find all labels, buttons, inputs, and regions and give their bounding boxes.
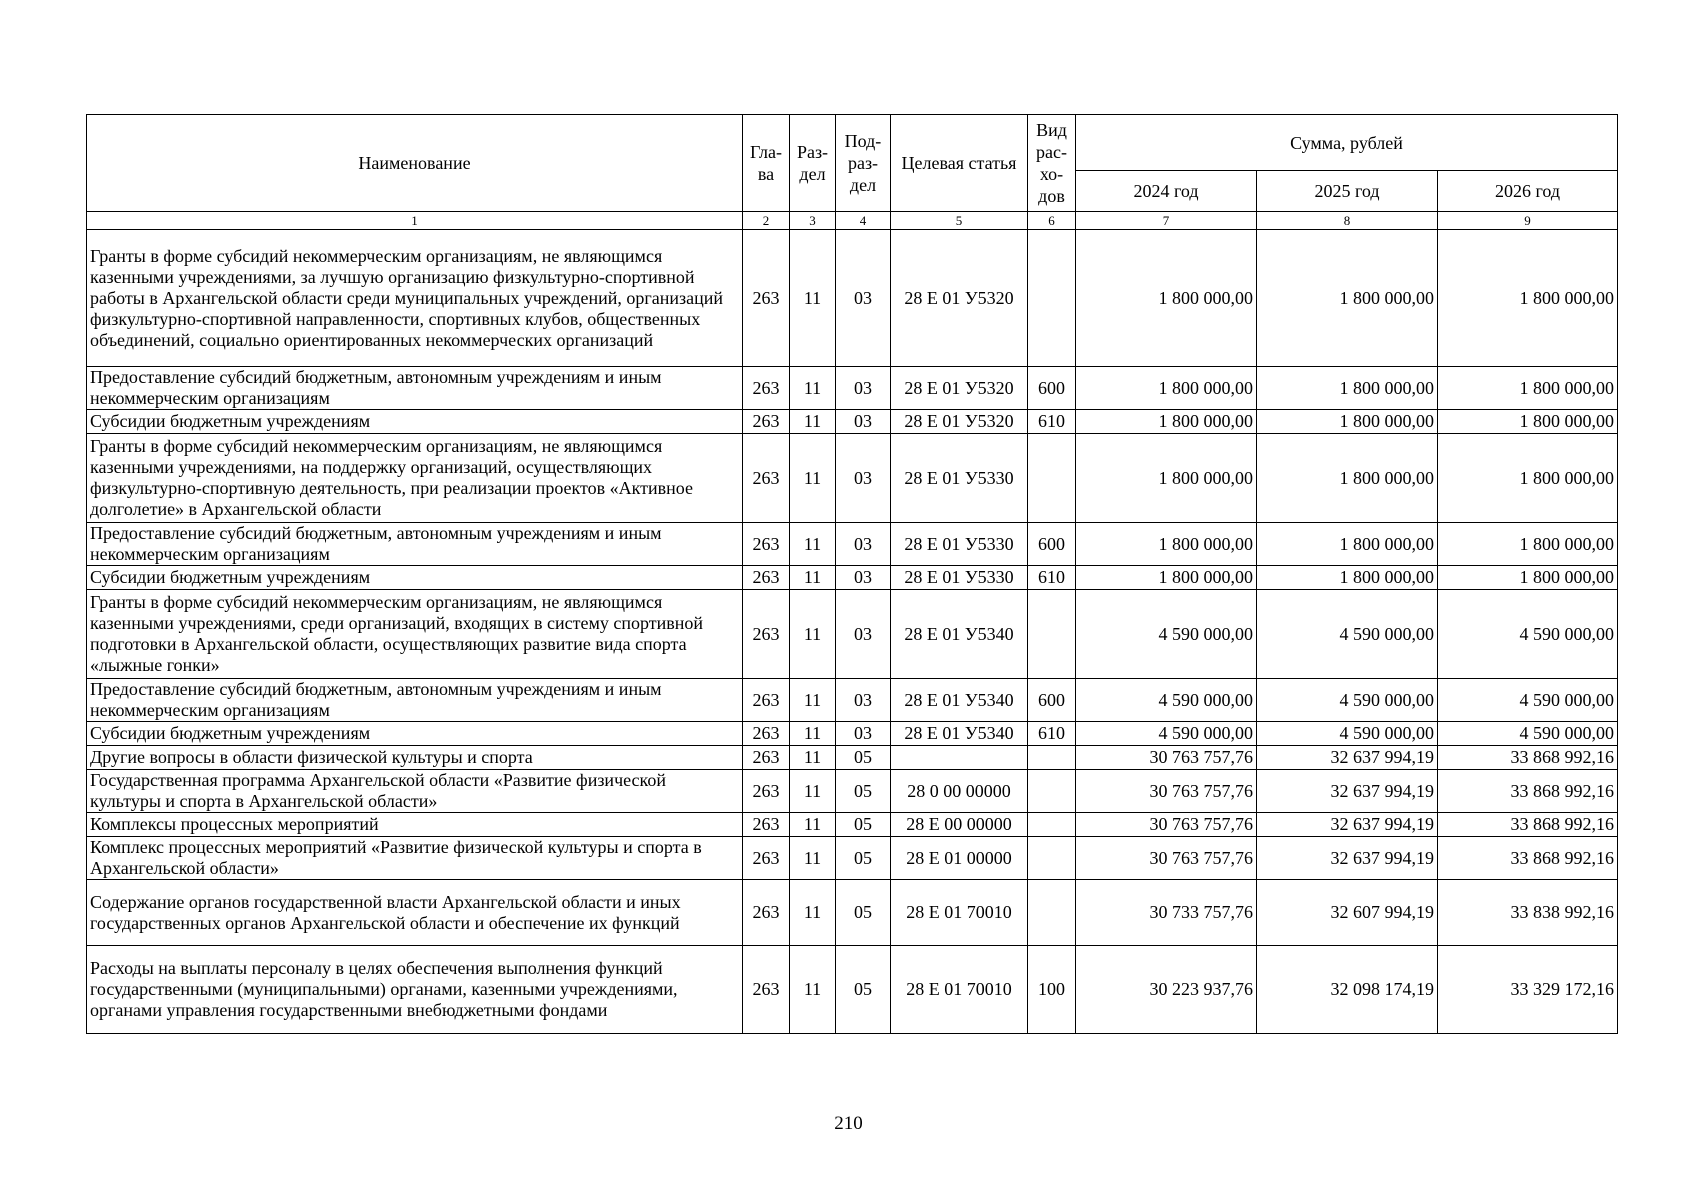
row-glava-cell: 263 [743, 746, 790, 770]
row-razdel-cell: 11 [790, 566, 836, 590]
row-vid-cell [1028, 434, 1076, 523]
table-row [87, 722, 1618, 746]
row-vid-cell: 600 [1028, 367, 1076, 410]
table-row [87, 434, 1618, 523]
row-razdel-cell: 11 [790, 722, 836, 746]
page-number: 210 [834, 1113, 863, 1134]
row-vid-cell [1028, 746, 1076, 770]
row-razdel-cell: 11 [790, 679, 836, 722]
row-name-cell: Гранты в форме субсидий некоммерческим организациям, не являющимся казенными учреждениями, за лучшую организацию физкультурно-спортивной работы в Архангельской области среди муниципальных учреждений, организаций физкультурно-спортивной направленности, спортивных клубов, общественных объединений, социально ориентированных некоммерческих организаций [87, 230, 743, 367]
table-row [87, 746, 1618, 770]
row-razdel-cell: 11 [790, 880, 836, 946]
budget-sheet [86, 114, 1617, 1034]
row-celevaya-cell: 28 Е 01 У5340 [891, 590, 1028, 679]
row-2024-cell: 1 800 000,00 [1076, 230, 1257, 367]
row-glava-cell: 263 [743, 230, 790, 367]
table-row [87, 367, 1618, 410]
row-2026-cell: 4 590 000,00 [1438, 590, 1618, 679]
table-row [87, 523, 1618, 566]
header-glava: Гла- ва [743, 115, 790, 212]
row-vid-cell: 600 [1028, 679, 1076, 722]
row-2026-cell: 33 838 992,16 [1438, 880, 1618, 946]
table-row [87, 590, 1618, 679]
row-glava-cell: 263 [743, 946, 790, 1034]
row-2024-cell: 30 763 757,76 [1076, 770, 1257, 813]
row-razdel-cell: 11 [790, 367, 836, 410]
row-celevaya-cell: 28 Е 01 00000 [891, 837, 1028, 880]
row-celevaya-cell: 28 Е 01 У5330 [891, 523, 1028, 566]
row-celevaya-cell: 28 Е 01 70010 [891, 880, 1028, 946]
row-podrazdel-cell: 05 [836, 946, 891, 1034]
row-2026-cell: 1 800 000,00 [1438, 434, 1618, 523]
row-2024-cell: 30 763 757,76 [1076, 837, 1257, 880]
row-vid-cell [1028, 230, 1076, 367]
row-razdel-cell: 11 [790, 770, 836, 813]
table-row [87, 813, 1618, 837]
row-vid-cell [1028, 837, 1076, 880]
table-row [87, 566, 1618, 590]
row-glava-cell: 263 [743, 523, 790, 566]
header-podrazdel: Под- раз- дел [836, 115, 891, 212]
row-glava-cell: 263 [743, 770, 790, 813]
row-name-cell: Гранты в форме субсидий некоммерческим организациям, не являющимся казенными учреждениями, на поддержку организаций, осуществляющих физкультурно-спортивную деятельность, при реализации проектов «Активное долголетие» в Архангельской области [87, 434, 743, 523]
table-row [87, 679, 1618, 722]
row-glava-cell: 263 [743, 722, 790, 746]
row-2025-cell: 32 607 994,19 [1257, 880, 1438, 946]
row-2025-cell: 1 800 000,00 [1257, 367, 1438, 410]
row-2026-cell: 4 590 000,00 [1438, 722, 1618, 746]
row-celevaya-cell: 28 Е 01 У5340 [891, 722, 1028, 746]
row-glava-cell: 263 [743, 410, 790, 434]
row-2024-cell: 1 800 000,00 [1076, 410, 1257, 434]
row-glava-cell: 263 [743, 837, 790, 880]
row-podrazdel-cell: 05 [836, 837, 891, 880]
row-2026-cell: 1 800 000,00 [1438, 230, 1618, 367]
column-number-cell: 1 [87, 212, 743, 230]
row-podrazdel-cell: 03 [836, 566, 891, 590]
row-2025-cell: 1 800 000,00 [1257, 410, 1438, 434]
row-glava-cell: 263 [743, 813, 790, 837]
row-celevaya-cell: 28 Е 01 У5330 [891, 566, 1028, 590]
row-glava-cell: 263 [743, 566, 790, 590]
row-vid-cell: 610 [1028, 566, 1076, 590]
row-vid-cell: 600 [1028, 523, 1076, 566]
row-name-cell: Субсидии бюджетным учреждениям [87, 410, 743, 434]
row-2026-cell: 33 329 172,16 [1438, 946, 1618, 1034]
row-2026-cell: 1 800 000,00 [1438, 367, 1618, 410]
row-name-cell: Гранты в форме субсидий некоммерческим организациям, не являющимся казенными учреждениями, среди организаций, входящих в систему спортивной подготовки в Архангельской области, осуществляющих развитие вида спорта «лыжные гонки» [87, 590, 743, 679]
row-podrazdel-cell: 03 [836, 523, 891, 566]
header-2024: 2024 год [1076, 171, 1257, 212]
row-celevaya-cell: 28 Е 00 00000 [891, 813, 1028, 837]
row-vid-cell [1028, 770, 1076, 813]
column-number-cell: 5 [891, 212, 1028, 230]
row-razdel-cell: 11 [790, 523, 836, 566]
row-glava-cell: 263 [743, 367, 790, 410]
row-name-cell: Другие вопросы в области физической культуры и спорта [87, 746, 743, 770]
row-podrazdel-cell: 05 [836, 770, 891, 813]
row-2025-cell: 4 590 000,00 [1257, 679, 1438, 722]
column-number-cell: 9 [1438, 212, 1618, 230]
table-row [87, 410, 1618, 434]
row-2025-cell: 4 590 000,00 [1257, 722, 1438, 746]
row-2026-cell: 4 590 000,00 [1438, 679, 1618, 722]
row-vid-cell [1028, 880, 1076, 946]
column-number-cell: 4 [836, 212, 891, 230]
row-razdel-cell: 11 [790, 230, 836, 367]
row-2024-cell: 1 800 000,00 [1076, 523, 1257, 566]
table-row [87, 946, 1618, 1034]
row-name-cell: Комплексы процессных мероприятий [87, 813, 743, 837]
row-vid-cell: 100 [1028, 946, 1076, 1034]
row-glava-cell: 263 [743, 590, 790, 679]
row-glava-cell: 263 [743, 434, 790, 523]
row-2025-cell: 1 800 000,00 [1257, 434, 1438, 523]
header-2026: 2026 год [1438, 171, 1618, 212]
column-number-cell: 7 [1076, 212, 1257, 230]
table-row [87, 770, 1618, 813]
row-name-cell: Предоставление субсидий бюджетным, автономным учреждениям и иным некоммерческим организациям [87, 523, 743, 566]
row-celevaya-cell: 28 0 00 00000 [891, 770, 1028, 813]
row-razdel-cell: 11 [790, 434, 836, 523]
row-2025-cell: 32 637 994,19 [1257, 837, 1438, 880]
row-2025-cell: 1 800 000,00 [1257, 566, 1438, 590]
row-2025-cell: 32 637 994,19 [1257, 746, 1438, 770]
row-razdel-cell: 11 [790, 813, 836, 837]
row-name-cell: Расходы на выплаты персоналу в целях обеспечения выполнения функций государственными (муниципальными) органами, казенными учреждениями, органами управления государственными внебюджетными фондами [87, 946, 743, 1034]
row-2024-cell: 1 800 000,00 [1076, 434, 1257, 523]
row-2025-cell: 4 590 000,00 [1257, 590, 1438, 679]
header-vid: Вид рас- хо- дов [1028, 115, 1076, 212]
header-name: Наименование [87, 115, 743, 212]
column-number-row [87, 212, 1618, 230]
row-2025-cell: 32 637 994,19 [1257, 813, 1438, 837]
row-razdel-cell: 11 [790, 590, 836, 679]
column-number-cell: 3 [790, 212, 836, 230]
budget-table [86, 114, 1618, 1034]
row-2024-cell: 30 733 757,76 [1076, 880, 1257, 946]
row-podrazdel-cell: 05 [836, 813, 891, 837]
row-podrazdel-cell: 03 [836, 230, 891, 367]
row-celevaya-cell: 28 Е 01 70010 [891, 946, 1028, 1034]
row-2024-cell: 30 223 937,76 [1076, 946, 1257, 1034]
row-2026-cell: 33 868 992,16 [1438, 770, 1618, 813]
row-2024-cell: 1 800 000,00 [1076, 367, 1257, 410]
row-podrazdel-cell: 03 [836, 410, 891, 434]
row-name-cell: Предоставление субсидий бюджетным, автономным учреждениям и иным некоммерческим организациям [87, 679, 743, 722]
row-celevaya-cell: 28 Е 01 У5340 [891, 679, 1028, 722]
row-2026-cell: 33 868 992,16 [1438, 837, 1618, 880]
row-podrazdel-cell: 03 [836, 722, 891, 746]
header-summa: Сумма, рублей [1076, 115, 1618, 171]
row-razdel-cell: 11 [790, 946, 836, 1034]
row-2026-cell: 33 868 992,16 [1438, 746, 1618, 770]
row-2025-cell: 32 637 994,19 [1257, 770, 1438, 813]
row-2024-cell: 4 590 000,00 [1076, 590, 1257, 679]
row-name-cell: Государственная программа Архангельской области «Развитие физической культуры и спорта в Архангельской области» [87, 770, 743, 813]
row-celevaya-cell: 28 Е 01 У5330 [891, 434, 1028, 523]
row-celevaya-cell: 28 Е 01 У5320 [891, 410, 1028, 434]
row-name-cell: Предоставление субсидий бюджетным, автономным учреждениям и иным некоммерческим организациям [87, 367, 743, 410]
row-podrazdel-cell: 05 [836, 746, 891, 770]
row-2025-cell: 1 800 000,00 [1257, 523, 1438, 566]
row-podrazdel-cell: 03 [836, 367, 891, 410]
row-vid-cell [1028, 813, 1076, 837]
row-podrazdel-cell: 05 [836, 880, 891, 946]
row-glava-cell: 263 [743, 679, 790, 722]
row-2026-cell: 1 800 000,00 [1438, 566, 1618, 590]
row-name-cell: Субсидии бюджетным учреждениям [87, 722, 743, 746]
column-number-cell: 6 [1028, 212, 1076, 230]
row-2025-cell: 32 098 174,19 [1257, 946, 1438, 1034]
header-razdel: Раз- дел [790, 115, 836, 212]
table-row [87, 230, 1618, 367]
row-2026-cell: 1 800 000,00 [1438, 523, 1618, 566]
row-2025-cell: 1 800 000,00 [1257, 230, 1438, 367]
table-row [87, 880, 1618, 946]
row-2026-cell: 1 800 000,00 [1438, 410, 1618, 434]
row-razdel-cell: 11 [790, 837, 836, 880]
header-celevaya: Целевая статья [891, 115, 1028, 212]
row-2026-cell: 33 868 992,16 [1438, 813, 1618, 837]
row-celevaya-cell: 28 Е 01 У5320 [891, 367, 1028, 410]
row-vid-cell: 610 [1028, 722, 1076, 746]
row-name-cell: Содержание органов государственной власти Архангельской области и иных государственных органов Архангельской области и обеспечение их функций [87, 880, 743, 946]
column-number-cell: 8 [1257, 212, 1438, 230]
row-name-cell: Субсидии бюджетным учреждениям [87, 566, 743, 590]
row-podrazdel-cell: 03 [836, 590, 891, 679]
table-row [87, 837, 1618, 880]
row-glava-cell: 263 [743, 880, 790, 946]
row-vid-cell: 610 [1028, 410, 1076, 434]
row-podrazdel-cell: 03 [836, 679, 891, 722]
row-razdel-cell: 11 [790, 410, 836, 434]
row-celevaya-cell [891, 746, 1028, 770]
row-2024-cell: 30 763 757,76 [1076, 813, 1257, 837]
row-razdel-cell: 11 [790, 746, 836, 770]
column-number-cell: 2 [743, 212, 790, 230]
row-podrazdel-cell: 03 [836, 434, 891, 523]
row-2024-cell: 30 763 757,76 [1076, 746, 1257, 770]
row-name-cell: Комплекс процессных мероприятий «Развитие физической культуры и спорта в Архангельской области» [87, 837, 743, 880]
row-vid-cell [1028, 590, 1076, 679]
table-body [87, 230, 1618, 1034]
row-2024-cell: 4 590 000,00 [1076, 679, 1257, 722]
header-2025: 2025 год [1257, 171, 1438, 212]
row-celevaya-cell: 28 Е 01 У5320 [891, 230, 1028, 367]
row-2024-cell: 4 590 000,00 [1076, 722, 1257, 746]
row-2024-cell: 1 800 000,00 [1076, 566, 1257, 590]
